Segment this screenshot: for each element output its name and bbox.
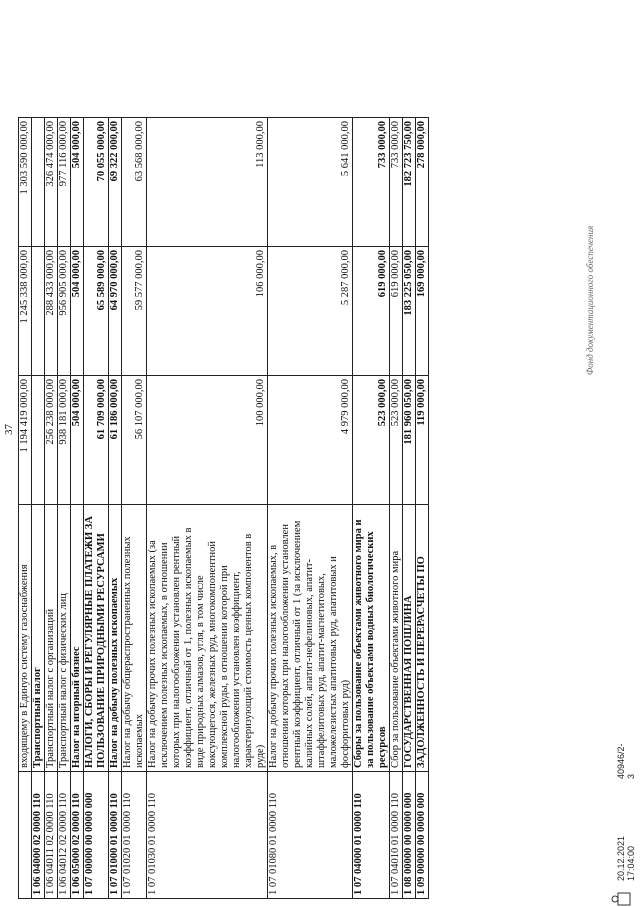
row-value-2022: 938 181 000,00 [58, 376, 71, 505]
row-value-2022: 181 960 050,00 [403, 376, 416, 505]
table-row [147, 118, 268, 899]
row-value-2023: 5 287 000,00 [268, 247, 353, 376]
row-value-2023: 1 245 338 000,00 [19, 247, 32, 376]
row-value-2024: 5 641 000,00 [268, 118, 353, 247]
table-row [71, 118, 84, 899]
row-value-2024: 182 723 750,00 [403, 118, 416, 247]
table-row [268, 118, 353, 899]
row-code: 1 07 01080 01 0000 110 [268, 772, 353, 899]
row-value-2023: 169 000,00 [416, 247, 429, 376]
row-value-2024: 63 568 000,00 [122, 118, 147, 247]
row-value-2024: 733 000,00 [390, 118, 403, 247]
row-value-2024: 1 303 590 000,00 [19, 118, 32, 247]
row-value-2024: 504 000,00 [71, 118, 84, 247]
row-name: Налог на игорный бизнес [71, 505, 84, 772]
row-value-2022: 61 709 000,00 [84, 376, 109, 505]
row-value-2024 [32, 118, 45, 247]
table-row [58, 118, 71, 899]
row-name: ГОСУДАРСТВЕННАЯ ПОШЛИНА [403, 505, 416, 772]
row-value-2023: 64 970 000,00 [109, 247, 122, 376]
row-name: Транспортный налог с организаций [45, 505, 58, 772]
row-code: 1 06 04012 02 0000 110 [58, 772, 71, 899]
row-code: 1 07 00000 00 0000 000 [84, 772, 109, 899]
row-code [19, 772, 32, 899]
row-value-2022: 523 000,00 [353, 376, 390, 505]
row-value-2023: 288 433 000,00 [45, 247, 58, 376]
row-code: 1 07 01030 01 0000 110 [147, 772, 268, 899]
table-row [416, 118, 429, 899]
row-name: Налог на добычу общераспространенных полезных ископаемых [122, 505, 147, 772]
row-code: 1 09 00000 00 0000 000 [416, 772, 429, 899]
table-row [390, 118, 403, 899]
row-name: входящему в Единую систему газоснабжения [19, 505, 32, 772]
archive-stamp: Фонд документационного обеспечения [585, 225, 595, 375]
row-value-2023: 619 000,00 [390, 247, 403, 376]
row-code: 1 08 00000 00 0000 000 [403, 772, 416, 899]
row-value-2023: 65 589 000,00 [84, 247, 109, 376]
table-body [19, 118, 429, 899]
table-row [32, 118, 45, 899]
footer-date: 20.12.2021 17:04:00 [616, 835, 636, 881]
table-row [122, 118, 147, 899]
row-value-2024: 70 055 000,00 [84, 118, 109, 247]
row-name: Транспортный налог с физических лиц [58, 505, 71, 772]
row-value-2023: 619 000,00 [353, 247, 390, 376]
row-name: Налог на добычу прочих полезных ископаемых (за исключением полезных ископаемых, в отношении которых при налогообложении установлен рентный коэффициент, отличный от 1, полезных ископаемых в виде природных алмазов, угля, в том числе коксующегося, железных руд, многокомпонентной комплексной руды, в отношении которой при налогообложении установлен коэффициент, характеризующий стоимость ценных компонентов в руде) [147, 505, 268, 772]
row-value-2023: 59 577 000,00 [122, 247, 147, 376]
row-name: НАЛОГИ, СБОРЫ И РЕГУЛЯРНЫЕ ПЛАТЕЖИ ЗА ПОЛЬЗОВАНИЕ ПРИРОДНЫМИ РЕСУРСАМИ [84, 505, 109, 772]
row-name: Сборы за пользование объектами животного мира и за пользование объектами водных биологических ресурсов [353, 505, 390, 772]
row-name: Налог на добычу полезных ископаемых [109, 505, 122, 772]
row-value-2022: 1 194 419 000,00 [19, 376, 32, 505]
budget-table [18, 117, 429, 899]
table-row [84, 118, 109, 899]
row-value-2024: 113 000,00 [147, 118, 268, 247]
row-value-2023: 106 000,00 [147, 247, 268, 376]
table-row [19, 118, 32, 899]
row-value-2024: 278 000,00 [416, 118, 429, 247]
row-value-2022: 100 000,00 [147, 376, 268, 505]
table-row [403, 118, 416, 899]
row-value-2022: 4 979 000,00 [268, 376, 353, 505]
row-code: 1 07 01000 01 0000 110 [109, 772, 122, 899]
footer-doc-id: 40946/2-3 [616, 743, 636, 779]
row-value-2022: 523 000,00 [390, 376, 403, 505]
row-value-2022: 504 000,00 [71, 376, 84, 505]
row-name: Сбор за пользование объектами животного мира [390, 505, 403, 772]
row-value-2022: 119 000,00 [416, 376, 429, 505]
row-value-2024: 326 474 000,00 [45, 118, 58, 247]
table-row [45, 118, 58, 899]
row-value-2022: 56 107 000,00 [122, 376, 147, 505]
row-value-2023: 956 905 000,00 [58, 247, 71, 376]
row-value-2022 [32, 376, 45, 505]
row-name: Налог на добычу прочих полезных ископаемых, в отношении которых при налогообложении установлен рентный коэффициент, отличный от 1 (за исключением калийных солей, апатит-нефелиновых, апатит-штаффелитовых руд, апатит-магнетитовых, маложелезистых апатитовых руд, апатитовых и фосфоритовых руд) [268, 505, 353, 772]
row-name: Транспортный налог [32, 505, 45, 772]
row-value-2023: 504 000,00 [71, 247, 84, 376]
row-code: 1 07 04010 01 0000 110 [390, 772, 403, 899]
row-value-2024: 69 322 000,00 [109, 118, 122, 247]
row-code: 1 06 05000 02 0000 110 [71, 772, 84, 899]
row-value-2023 [32, 247, 45, 376]
row-value-2024: 977 116 000,00 [58, 118, 71, 247]
row-value-2024: 733 000,00 [353, 118, 390, 247]
page-number: 37 [3, 424, 15, 435]
row-code: 1 06 04011 02 0000 110 [45, 772, 58, 899]
row-code: 1 07 04000 01 0000 110 [353, 772, 390, 899]
row-code: 1 07 01020 01 0000 110 [122, 772, 147, 899]
row-code: 1 06 04000 02 0000 110 [32, 772, 45, 899]
row-value-2023: 183 225 050,00 [403, 247, 416, 376]
table-row [109, 118, 122, 899]
row-name: ЗАДОЛЖЕННОСТЬ И ПЕРЕРАСЧЕТЫ ПО [416, 505, 429, 772]
row-value-2022: 256 238 000,00 [45, 376, 58, 505]
table-row [353, 118, 390, 899]
row-value-2022: 61 186 000,00 [109, 376, 122, 505]
